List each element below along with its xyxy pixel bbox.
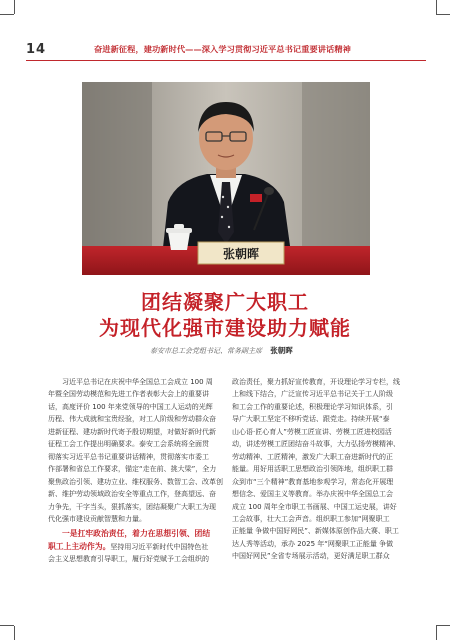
- paragraph: [48, 376, 225, 388]
- paragraph: [48, 388, 225, 525]
- text-line: 和工会工作的重要论述，积极理论学习知识体系，引: [232, 402, 393, 411]
- crop-mark: [436, 625, 450, 626]
- article-column-right: [232, 376, 409, 563]
- text-line: 彻落实习近平总书记重要讲话精神，贯彻落实市委工: [48, 452, 209, 461]
- crop-mark: [0, 14, 14, 15]
- section-subhead: 职工上主动作为。: [48, 541, 111, 551]
- crop-mark: [14, 626, 15, 640]
- running-head: 奋进新征程，建功新时代——深入学习贯彻习近平总书记重要讲话精神: [94, 44, 351, 54]
- byline-role: 泰安市总工会党组书记、常务副主席: [150, 347, 262, 355]
- text-line: 年暨全国劳动模范和先进工作者表彰大会上的重要讲: [48, 390, 209, 399]
- text-line: 众到市“三个精神”教育基地参观学习，常态化开展理: [232, 477, 394, 486]
- text-line: 征程工会工作提出明确要求。泰安工会系统将全面贯: [48, 440, 209, 449]
- article-column-left: [48, 376, 225, 566]
- crop-mark: [436, 0, 437, 14]
- page-header: [26, 42, 426, 62]
- page-number: 14: [26, 42, 47, 57]
- header-rule: [26, 60, 426, 61]
- text-line: 上和线下结合，广泛宣传习近平总书记关于工人阶级: [232, 390, 393, 399]
- crop-mark: [436, 626, 437, 640]
- text-line: 想信念、爱国主义等教育。举办庆祝中华全国总工会: [232, 490, 393, 499]
- text-line: 聚焦政治引领、建功立业、维权服务、数智工会、改革创: [48, 477, 223, 486]
- text-line: 成立 100 周年全市职工书画展、中国工运史展，讲好: [232, 502, 397, 511]
- text-line: 会主义思想教育引导职工，履行好党赋予工会组织的: [48, 555, 209, 564]
- portrait-photo: [82, 82, 370, 275]
- text-line: 话，高度评价 100 年来党领导的中国工人运动的光辉: [48, 402, 213, 411]
- text-line: [48, 541, 225, 553]
- text-line: 政治责任，聚力抓好宣传教育，开设理论学习专栏，线: [232, 378, 400, 386]
- article-title-line1: 团结凝聚广大职工: [141, 290, 309, 314]
- crop-mark: [436, 14, 450, 15]
- text-line: 达人秀等活动，承办 2025 年“网聚职工正能量 争做: [232, 539, 394, 548]
- nameplate-text: 张朝晖: [222, 247, 260, 261]
- text-line: 代化强市建设贡献智慧和力量。: [48, 514, 146, 523]
- text-line: 新、维护劳动领域政治安全等重点工作，登高望远、奋: [48, 490, 216, 499]
- article-title-line2: 为现代化强市建设助力赋能: [99, 316, 351, 340]
- text-line: 作部署和省总工作要求，锚定“走在前、挑大梁”，全力: [48, 465, 217, 474]
- text-line: 导广大职工坚定不移听党话、跟党走。持续开展“泰: [232, 415, 390, 424]
- text-line: 坚持用习近平新时代中国特色社: [110, 542, 209, 551]
- section-subhead: 一是扛牢政治责任，着力在思想引领、团结: [62, 529, 211, 539]
- text-line: 习近平总书记在庆祝中华全国总工会成立 100 周: [62, 378, 213, 386]
- text-line: 能量。用好用活职工思想政治引领阵地，组织职工群: [232, 465, 393, 474]
- text-line: 劳动精神、工匠精神，激发广大职工奋进新时代的正: [232, 452, 393, 461]
- portrait-illustration: [82, 82, 370, 275]
- text-line: 正能量 争做中国好网民”、新媒体原创作品大赛、职工: [232, 527, 399, 536]
- paragraph: [48, 528, 225, 565]
- text-line: 历程、伟大成就和宝贵经验，对工人阶级和劳动群众奋: [48, 415, 216, 424]
- byline: [150, 345, 293, 356]
- text-line: 进新征程、建功新时代寄予殷切期望，对做好新时代新: [48, 427, 216, 436]
- text-line: 力争先，干字当头，狠抓落实，团结凝聚广大职工为现: [48, 502, 216, 511]
- text-line: 工会故事，壮大工会声音。组织职工参加“网聚职工: [232, 514, 390, 523]
- text-line: 动，讲述劳模工匠团结奋斗故事，大力弘扬劳模精神、: [232, 440, 400, 449]
- crop-mark: [14, 0, 15, 14]
- text-line: 山心语·匠心育人”劳模工匠宣讲、劳模工匠进校园活: [232, 427, 392, 436]
- crop-mark: [0, 625, 14, 626]
- byline-name: 张朝晖: [270, 346, 293, 355]
- text-line: 中国好网民”全省专场展示活动，更好满足职工群众: [232, 552, 390, 561]
